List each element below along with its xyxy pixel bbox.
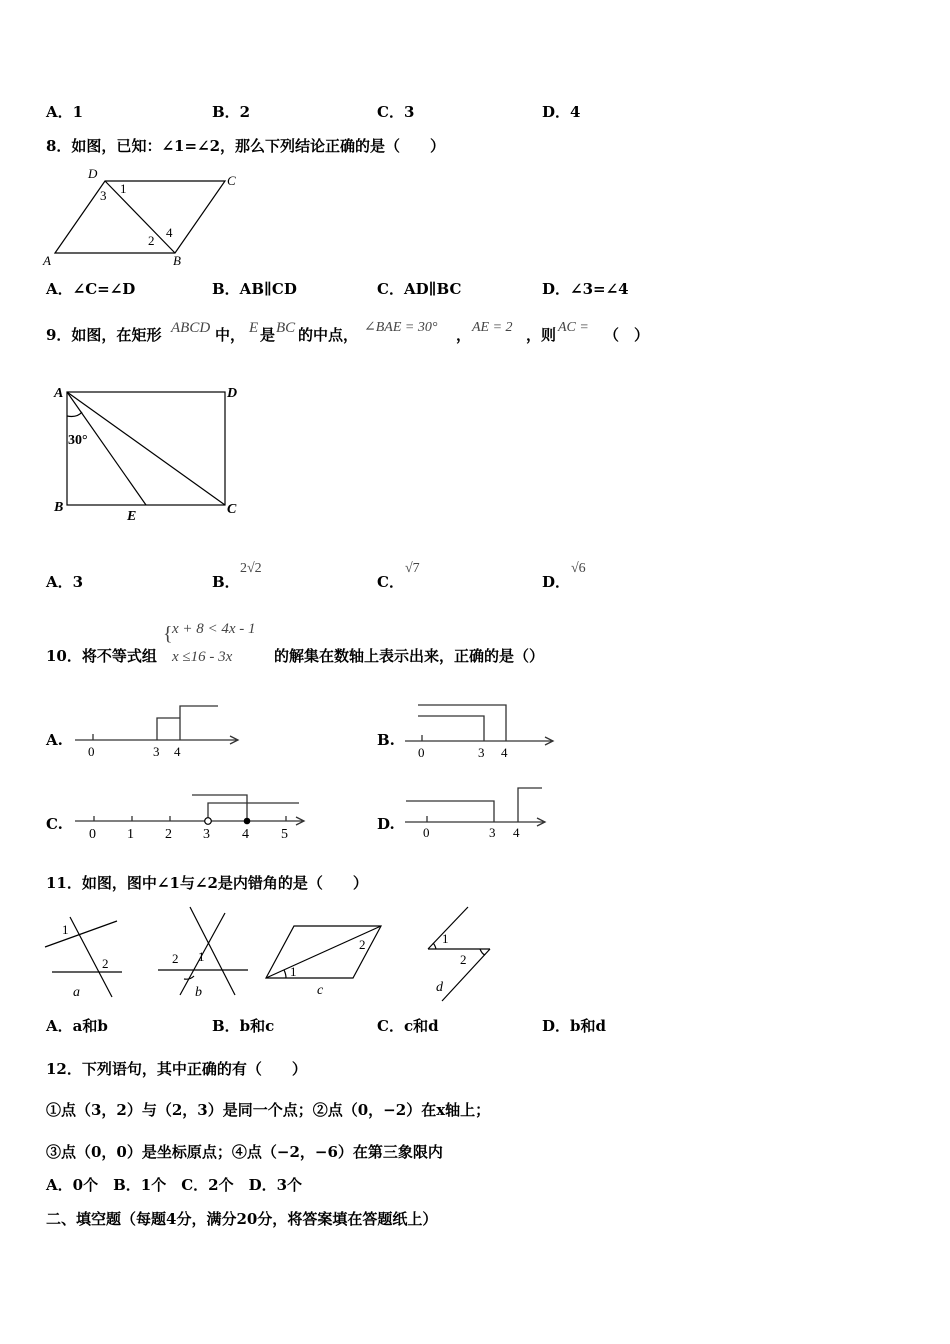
q9-stem-7: （ ） — [604, 326, 650, 344]
q10-option-a: A. — [46, 731, 63, 749]
q9-math-abcd: ABCD — [171, 320, 211, 336]
q10-option-b: B. — [377, 731, 395, 749]
q11-figure-c — [260, 920, 390, 1000]
q8-angle-1: 1 — [120, 181, 127, 196]
q11d-angle-1: 1 — [442, 931, 449, 946]
q10c-label-0: 0 — [89, 827, 96, 842]
q10-inequality-2: x ≤16 - 3x — [172, 649, 233, 665]
q10c-label-1: 1 — [127, 827, 134, 842]
q10-inequality-1: x + 8 < 4x - 1 — [172, 621, 256, 637]
q9-option-b: B． — [212, 573, 240, 591]
q11a-label: a — [73, 985, 80, 1000]
q11d-angle-2: 2 — [460, 952, 467, 967]
q12-options: A．0个 B．1个 C．2个 D．3个 — [46, 1176, 303, 1194]
q7-option-a: A．1 — [46, 103, 84, 121]
q8-angle-4: 4 — [166, 225, 173, 240]
q10a-label-4: 4 — [174, 744, 181, 759]
q9-stem-1: 9．如图，在矩形 — [46, 326, 162, 344]
q11c-angle-2: 2 — [359, 937, 366, 952]
q9-label-d: D — [227, 386, 238, 401]
q11-option-b: B．b和c — [212, 1017, 275, 1035]
q10-option-c: C. — [46, 815, 63, 833]
q10-stem-pre: 10．将不等式组 — [46, 647, 157, 665]
q9-segment-ae — [67, 392, 146, 505]
q9-label-b: B — [54, 500, 64, 515]
q8-label-d: D — [88, 166, 98, 181]
q9-angle-arc — [67, 412, 82, 417]
q9-stem-3: 是 — [260, 326, 276, 344]
q11a-angle-2: 2 — [102, 956, 109, 971]
q9-option-a: A．3 — [46, 573, 84, 591]
q10c-open-dot-3 — [205, 818, 212, 825]
q8-option-d: D．∠3=∠4 — [542, 280, 629, 298]
q8-label-a: A — [43, 253, 51, 268]
q8-label-c: C — [227, 173, 236, 188]
q9-angle-label: 30° — [68, 433, 88, 448]
q10-option-d: D. — [377, 815, 395, 833]
q11-stem: 11．如图，图中∠1与∠2是内错角的是（ ） — [46, 874, 368, 892]
q10b-label-3: 3 — [478, 745, 485, 760]
q12-line-2: ③点（0，0）是坐标原点；④点（−2，−6）在第三象限内 — [46, 1143, 443, 1161]
q9-math-bc: BC — [276, 320, 296, 336]
q10c-label-4: 4 — [242, 827, 249, 842]
q9-option-b-value: 2√2 — [240, 561, 262, 576]
q9-option-c: C． — [377, 573, 404, 591]
q10b-bracket-3 — [418, 716, 484, 741]
q9-math-ae: AE = 2 — [472, 320, 513, 335]
q12-line-1: ①点（3，2）与（2，3）是同一个点；②点（0，−2）在x轴上； — [46, 1101, 491, 1119]
q7-option-c: C．3 — [377, 103, 415, 121]
q10b-label-0: 0 — [418, 745, 425, 760]
q9-math-e: E — [249, 320, 259, 336]
q10c-label-3: 3 — [203, 827, 210, 842]
q8-option-c: C．AD∥BC — [377, 280, 462, 298]
q11c-angle-1: 1 — [290, 964, 297, 979]
q9-stem-6: ，则 — [526, 326, 557, 344]
q10a-label-3: 3 — [153, 744, 160, 759]
q10a-label-0: 0 — [88, 744, 95, 759]
q11b-label: b — [195, 985, 202, 1000]
q9-math-ac: AC = — [558, 320, 589, 335]
q10d-bracket-4 — [518, 788, 542, 822]
q11b-angle-1: 1 — [198, 949, 205, 964]
q7-option-b: B．2 — [212, 103, 251, 121]
q9-option-d-value: √6 — [571, 561, 586, 576]
q9-segment-ac — [67, 392, 225, 505]
q8-option-b: B．AB∥CD — [212, 280, 297, 298]
q11-option-c: C．c和d — [377, 1017, 439, 1035]
q10a-bracket-3 — [157, 718, 180, 740]
q9-rectangle-figure — [50, 380, 250, 525]
q9-stem-4: 的中点， — [298, 326, 359, 344]
q11-option-d: D．b和d — [542, 1017, 606, 1035]
q10c-label-2: 2 — [165, 827, 172, 842]
q8-label-b: B — [173, 253, 181, 268]
q10-number-line-a — [70, 700, 250, 762]
q10c-closed-dot-4 — [244, 818, 251, 825]
q10c-bracket-4 — [192, 795, 247, 821]
q11b-angle-2: 2 — [172, 951, 179, 966]
q10b-label-4: 4 — [501, 745, 508, 760]
q8-parallelogram-figure — [40, 165, 260, 270]
q11d-label: d — [436, 980, 443, 995]
q9-label-e: E — [127, 509, 137, 524]
q8-angle-2: 2 — [148, 233, 155, 248]
q11b-line-1 — [190, 907, 235, 995]
q9-label-c: C — [227, 502, 237, 517]
q10d-label-3: 3 — [489, 825, 496, 840]
q10a-bracket-4 — [180, 706, 218, 740]
q9-stem-2: 中， — [215, 326, 246, 344]
q8-angle-3: 3 — [100, 188, 107, 203]
q8-stem: 8．如图，已知：∠1=∠2，那么下列结论正确的是（ ） — [46, 137, 446, 155]
q11a-angle-1: 1 — [62, 922, 69, 937]
q10-number-line-b — [400, 700, 560, 762]
q9-option-d: D． — [542, 573, 571, 591]
q11d-angle-arc-1 — [433, 943, 436, 949]
q10d-bracket-3 — [406, 801, 494, 822]
q8-diagonal-db — [105, 181, 175, 253]
q11c-angle-arc — [284, 970, 286, 978]
q11-option-a: A．a和b — [46, 1017, 108, 1035]
q9-math-angle: ∠BAE = 30° — [364, 320, 438, 335]
q10c-label-5: 5 — [281, 827, 288, 842]
q10d-label-0: 0 — [423, 825, 430, 840]
q12-stem: 12．下列语句，其中正确的有（ ） — [46, 1060, 307, 1078]
q10d-label-4: 4 — [513, 825, 520, 840]
q9-option-c-value: √7 — [405, 561, 420, 576]
q11-figure-a — [40, 905, 135, 1000]
q10-number-line-c — [70, 785, 315, 847]
q11d-angle-arc-2 — [480, 949, 485, 955]
q10-brace: { — [163, 623, 173, 645]
q8-option-a: A．∠C=∠D — [46, 280, 136, 298]
q11-figure-b — [150, 905, 255, 1000]
q11a-line-top — [45, 921, 117, 947]
section-2-heading: 二、填空题（每题4分，满分20分，将答案填在答题纸上） — [46, 1210, 438, 1228]
q7-option-d: D．4 — [542, 103, 581, 121]
q10b-bracket-4 — [418, 705, 506, 741]
q11-figure-d — [420, 905, 500, 1005]
q9-stem-5: ， — [456, 326, 472, 344]
q11c-diagonal — [266, 926, 381, 978]
q10-number-line-d — [400, 783, 560, 845]
q9-label-a: A — [54, 386, 64, 401]
q10-stem-post: 的解集在数轴上表示出来，正确的是（） — [274, 647, 545, 665]
q11c-label: c — [317, 983, 324, 998]
